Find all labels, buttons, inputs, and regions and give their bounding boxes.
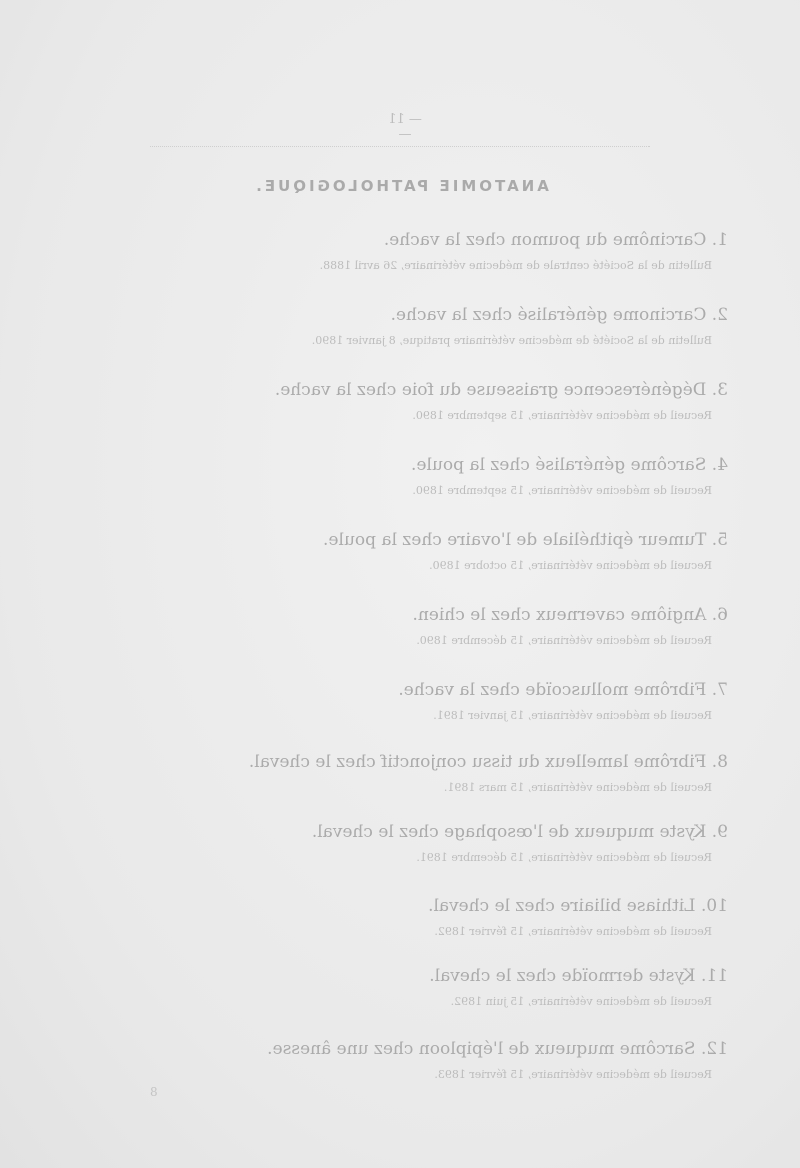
list-item [88, 752, 728, 795]
entry-reference: Bulletin de la Société de médecine vétérinaire pratique, 8 janvier 1890. [311, 334, 712, 347]
entry-title: 9. Kyste muqueux de l'œsophage chez le cheval. [311, 822, 728, 842]
list-item [88, 380, 728, 423]
entry-reference: Recueil de médecine vétérinaire, 15 mars 1891. [443, 781, 712, 794]
entry-title: 5. Tumeur épithéliale de l'ovaire chez la poule. [323, 530, 728, 550]
list-item [88, 896, 728, 939]
entry-reference: Recueil de médecine vétérinaire, 15 février 1892. [434, 925, 712, 938]
list-item [88, 1039, 728, 1082]
entry-title: 11. Kyste dermoïde chez le cheval. [429, 966, 728, 986]
entry-title: 2. Carcinome généralisé chez la vache. [390, 305, 728, 325]
list-item [88, 530, 728, 573]
list-item [88, 966, 728, 1009]
list-item [88, 605, 728, 648]
list-item [88, 230, 728, 273]
entry-title: 6. Angiôme caverneux chez le chien. [412, 605, 728, 625]
entry-title: 7. Fibrôme molluscoïde chez la vache. [398, 680, 728, 700]
entry-title: 12. Sarcôme muqueux de l'épiploon chez une ânesse. [267, 1039, 728, 1059]
entry-title: 10. Lithiase biliaire chez le cheval. [428, 896, 728, 916]
list-item [88, 822, 728, 865]
entry-reference: Recueil de médecine vétérinaire, 15 septembre 1890. [412, 409, 712, 422]
list-item [88, 455, 728, 498]
entry-reference: Recueil de médecine vétérinaire, 15 décembre 1890. [416, 634, 712, 647]
entry-reference: Recueil de médecine vétérinaire, 15 décembre 1891. [416, 851, 712, 864]
list-item [88, 305, 728, 348]
stray-mark: 8 [150, 1085, 158, 1099]
entry-title: 3. Dégénérescence graisseuse du foie chez la vache. [274, 380, 728, 400]
section-heading: ANATOMIE PATHOLOGIQUE. [253, 177, 549, 195]
entry-reference: Bulletin de la Société centrale de médecine vétérinaire, 26 avril 1888. [319, 259, 712, 272]
entry-title: 8. Fibrôme lamelleux du tissu conjonctif chez le cheval. [248, 752, 728, 772]
entry-reference: Recueil de médecine vétérinaire, 15 juin 1892. [450, 995, 712, 1008]
separator-line [150, 146, 650, 147]
entry-title: 4. Sarcôme généralisé chez la poule. [411, 455, 728, 475]
entry-reference: Recueil de médecine vétérinaire, 15 février 1893. [434, 1068, 712, 1081]
list-item [88, 680, 728, 723]
entry-title: 1. Carcinôme du poumon chez la vache. [383, 230, 728, 250]
entry-reference: Recueil de médecine vétérinaire, 15 septembre 1890. [412, 484, 712, 497]
entry-reference: Recueil de médecine vétérinaire, 15 janvier 1891. [433, 709, 712, 722]
page-number: — 11 — [388, 112, 422, 142]
entry-reference: Recueil de médecine vétérinaire, 15 octobre 1890. [429, 559, 712, 572]
